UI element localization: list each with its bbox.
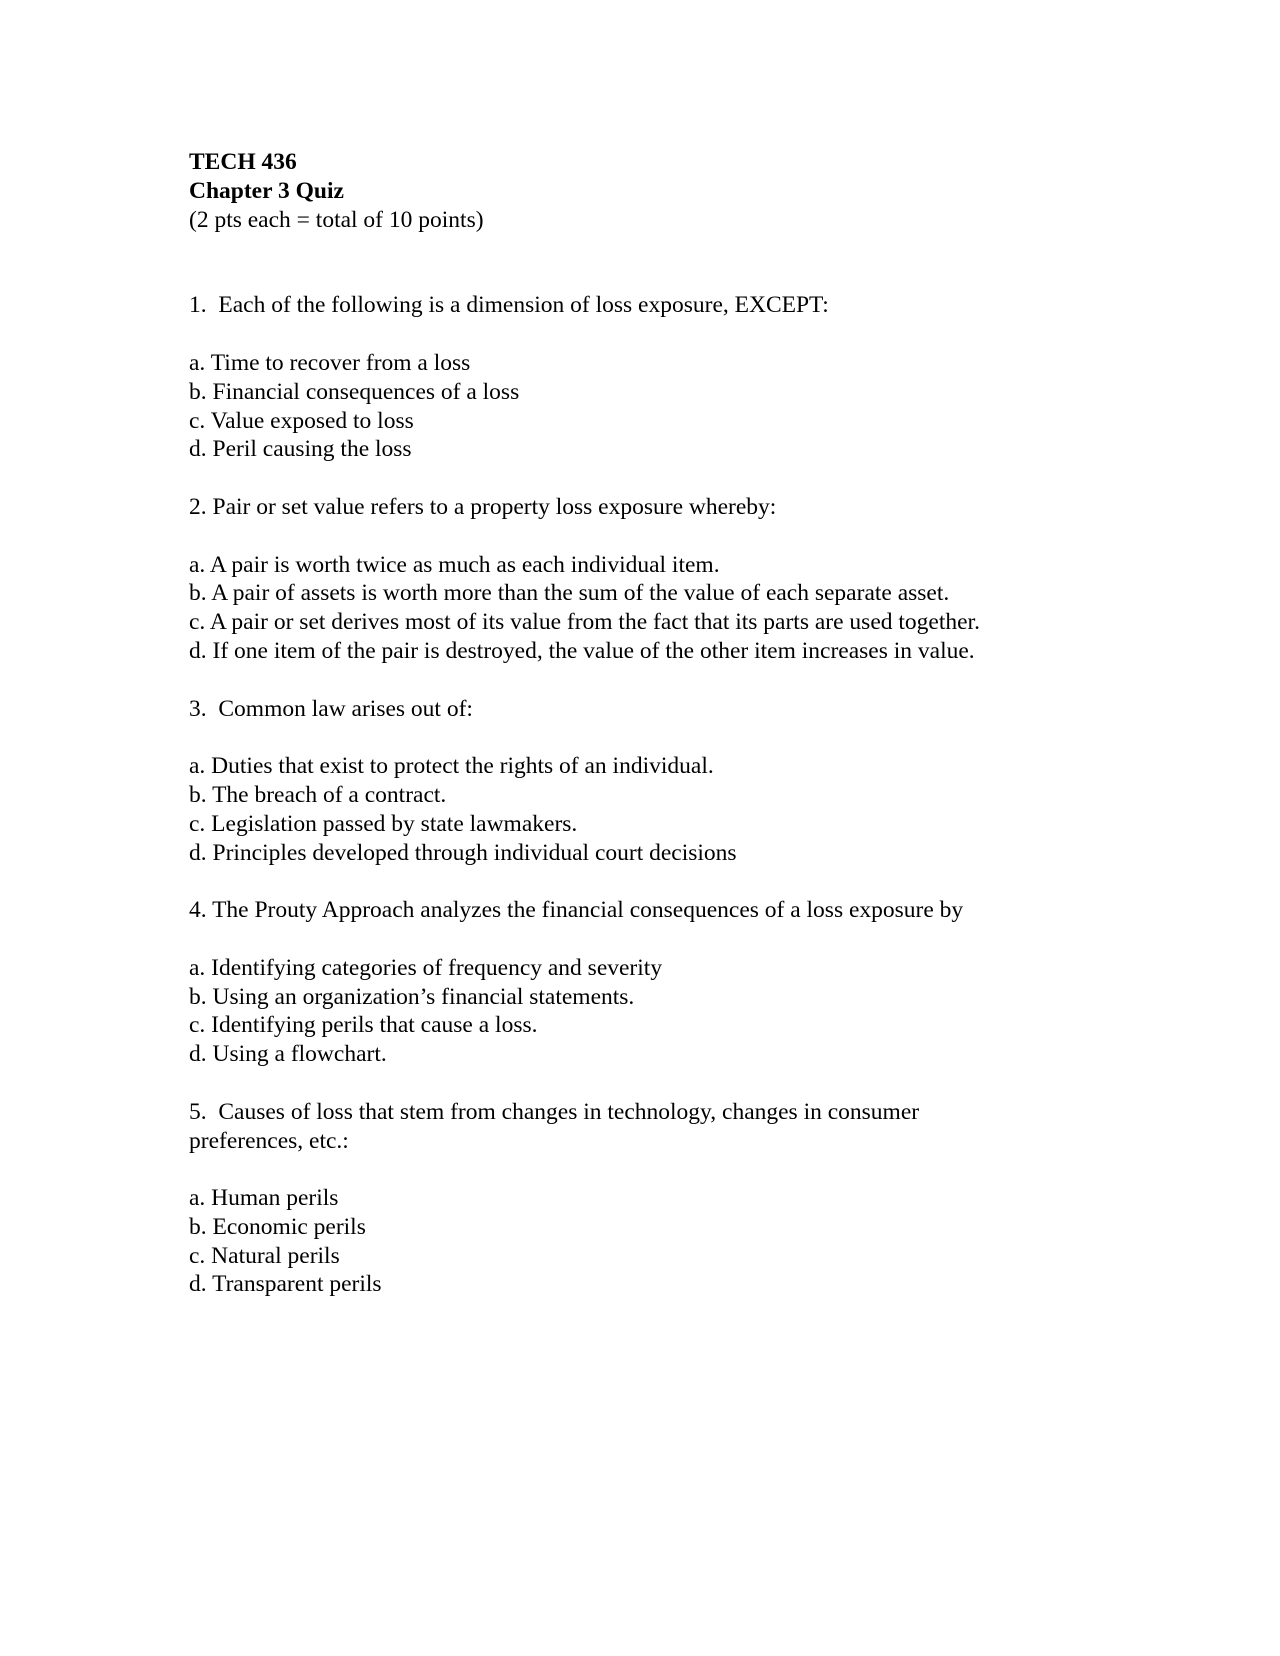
course-code: TECH 436: [189, 149, 297, 175]
option-a: a. Duties that exist to protect the rights of an individual.: [189, 753, 714, 780]
quiz-header: [189, 148, 1089, 234]
option-d: d. If one item of the pair is destroyed, the value of the other item increases in value.: [189, 637, 975, 664]
option-c: c. Identifying perils that cause a loss.: [189, 1012, 538, 1039]
option-c: c. Legislation passed by state lawmakers.: [189, 810, 578, 837]
option-c: c. Value exposed to loss: [189, 407, 414, 434]
question-2-options: [189, 551, 1089, 666]
question-1: [189, 291, 1089, 320]
question-3-options: [189, 752, 1089, 867]
question-text-line-1: 5. Causes of loss that stem from changes in technology, changes in consumer: [189, 1098, 920, 1125]
question-4: [189, 896, 1089, 925]
question-text: 3. Common law arises out of:: [189, 695, 473, 722]
question-5-options: [189, 1184, 1089, 1299]
option-d: d. Principles developed through individual court decisions: [189, 839, 737, 866]
question-text: 4. The Prouty Approach analyzes the financial consequences of a loss exposure by: [189, 897, 964, 924]
question-5: [189, 1098, 1089, 1156]
option-b: b. Using an organization’s financial statements.: [189, 983, 635, 1010]
option-d: d. Peril causing the loss: [189, 436, 412, 463]
question-text: 1. Each of the following is a dimension of loss exposure, EXCEPT:: [189, 292, 829, 319]
option-b: b. Economic perils: [189, 1213, 366, 1240]
question-1-options: [189, 349, 1089, 464]
option-c: c. Natural perils: [189, 1242, 340, 1269]
quiz-page: [189, 148, 1089, 1328]
option-c: c. A pair or set derives most of its value from the fact that its parts are used together.: [189, 609, 980, 636]
question-3: [189, 695, 1089, 724]
option-a: a. Human perils: [189, 1185, 339, 1212]
question-text: 2. Pair or set value refers to a property loss exposure whereby:: [189, 493, 777, 520]
option-b: b. A pair of assets is worth more than the sum of the value of each separate asset.: [189, 580, 950, 607]
option-d: d. Using a flowchart.: [189, 1041, 387, 1068]
option-a: a. A pair is worth twice as much as each individual item.: [189, 551, 720, 578]
option-b: b. Financial consequences of a loss: [189, 378, 520, 405]
option-a: a. Identifying categories of frequency and severity: [189, 954, 663, 981]
option-a: a. Time to recover from a loss: [189, 349, 471, 376]
question-2: [189, 493, 1089, 522]
points-note: (2 pts each = total of 10 points): [189, 206, 484, 233]
question-text-line-2: preferences, etc.:: [189, 1127, 349, 1154]
option-d: d. Transparent perils: [189, 1271, 382, 1298]
quiz-title: Chapter 3 Quiz: [189, 177, 344, 204]
question-4-options: [189, 954, 1089, 1069]
option-b: b. The breach of a contract.: [189, 781, 447, 808]
